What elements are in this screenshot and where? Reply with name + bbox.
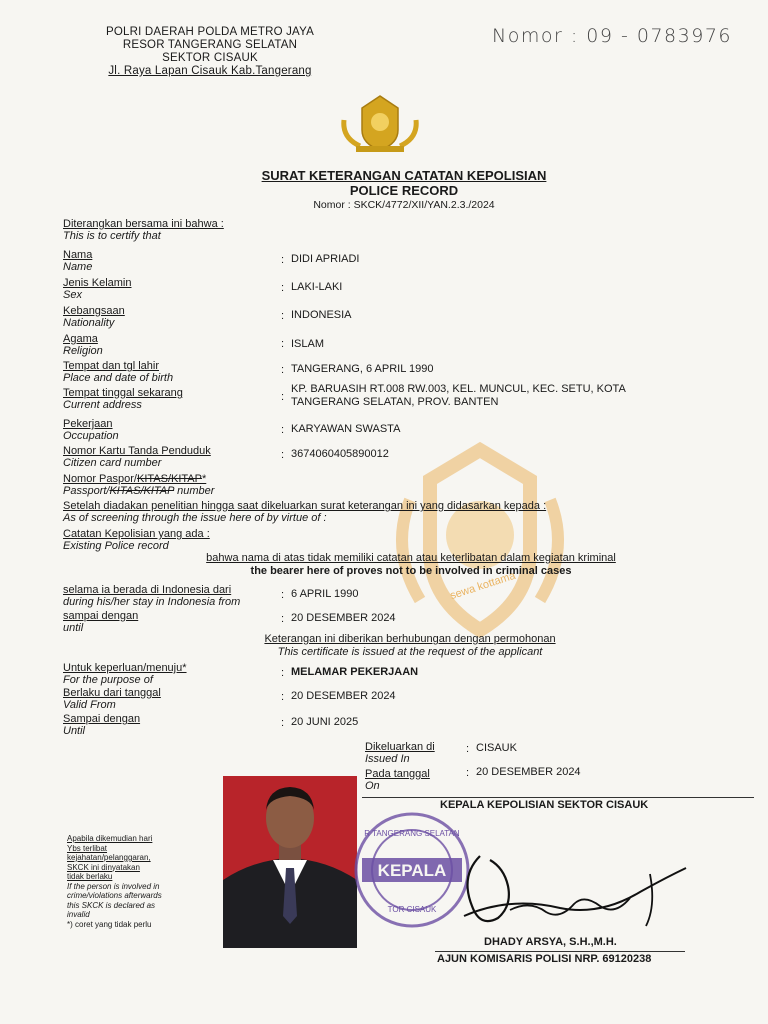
document-title: SURAT KETERANGAN CATATAN KEPOLISIAN xyxy=(261,168,547,183)
existing-record-label: Catatan Kepolisian yang ada : Existing Police record xyxy=(63,528,210,552)
occupation-label: Pekerjaan Occupation xyxy=(63,418,119,442)
signer-rank: AJUN KOMISARIS POLISI NRP. 69120238 xyxy=(437,953,652,965)
issued-on-value: 20 DESEMBER 2024 xyxy=(476,766,581,778)
request-statement: Keterangan ini diberikan berhubungan dengan permohonan This certificate is issued at the request of the applicant xyxy=(264,633,556,658)
nationality-label: Kebangsaan Nationality xyxy=(63,305,125,329)
address-label: Tempat tinggal sekarang Current address xyxy=(63,387,183,411)
birth-value: TANGERANG, 6 APRIL 1990 xyxy=(291,363,434,375)
document-title-en: POLICE RECORD xyxy=(349,183,459,198)
police-record-document: sewa kottama POLRI DAERAH POLDA METRO JAYA RESOR TANGERANG SELATAN SEKTOR CISAUK Jl. Raya Lapan Cisauk Kab.Tangerang Nomor : 09 - 0783976 SURAT KETERANGAN CATATAN KEPOLISIAN POLICE RECORD Nomor : SKCK/4772/XII/YAN.2.3./2024 Diterangkan bersama ini bahwa : This is to certify that Nama Name : DIDI APRIADI Jenis Kelamin Sex : LAKI-LAKI Kebangsaan Nationality : INDONESIA Agama Religion : ISLAM Tempat dan tgl lahir Place and date of birth : TANGERANG, 6 APRIL 1990 Tempat tinggal sekarang Current address : KP. BARUASIH RT.008 RW.003, KEL. MUNCUL, KEC. SETU, KOTA TANGERANG SELATAN, PROV. BANTEN Pekerjaan Occupation : KARYAWAN SWASTA Nomor Kartu Tanda Penduduk Citizen card number : 3674060405890012 Nomor Paspor/KITAS/KITAP* Passport/KITAS/KITAP number Setelah diadakan penelitian hingga saat dikeluarkan surat keterangan ini yang didasarkan kepada : As of screening through the issue here of by virtue of : Catatan Kepolisian yang ada : Existing Police record bahwa nama di atas tidak memiliki catatan atau keterlibatan dalam kegiatan kriminal the bearer here of proves not to be involved in criminal cases selama ia berada di Indonesia dari during his/her stay in Indonesia from : 6 APRIL 1990 sampai dengan until : 20 DESEMBER 2024 Keterangan ini diberikan berhubungan dengan permohonan This certificate is issued at the request of the applicant Untuk keperluan/menuju* For the purpose of : MELAMAR PEKERJAAN Berlaku dari tanggal Valid From : 20 DESEMBER 2024 Sampai dengan Until : 20 JUNI 2025 Dikeluarkan di Issued In : CISAUK Pada tanggal On : 20 DESEMBER 2024 KEPALA KEPOLISIAN SEKTOR CISAUK Apabila dikemudian hari Ybs terlibat kejahatan/pelanggaran, SKCK ini dinyatakan tidak berlaku If the person is involved in crime/violations afterwards this SKCK is declared as invalid *) coret yang tidak perlu KEPALA R TANGERANG SELATAN TOR CISAUK DHADY ARSYA, S.H.,M.H. AJUN KOMISARIS POLISI NRP. 69120238 xyxy=(0,0,768,1024)
issued-in-value: CISAUK xyxy=(476,742,517,754)
signature xyxy=(450,846,700,936)
religion-label: Agama Religion xyxy=(63,333,103,357)
authority-divider xyxy=(362,797,754,798)
screening-label: Setelah diadakan penelitian hingga saat dikeluarkan surat keterangan ini yang didasarkan kepada : As of screening through the issue here of by virtue of : xyxy=(63,500,547,524)
sex-label: Jenis Kelamin Sex xyxy=(63,277,132,301)
signer-name: DHADY ARSYA, S.H.,M.H. xyxy=(484,936,617,948)
valid-from-value: 20 DESEMBER 2024 xyxy=(291,690,396,702)
person-portrait-icon xyxy=(223,776,357,948)
stamp-ring-bottom: TOR CISAUK xyxy=(387,905,437,914)
issued-on-label: Pada tanggal On xyxy=(365,768,430,792)
police-emblem-icon xyxy=(338,92,422,154)
issued-in-label: Dikeluarkan di Issued In xyxy=(365,741,435,765)
watermark-emblem xyxy=(380,440,580,640)
stamp-ring-top: R TANGERANG SELATAN xyxy=(364,829,460,838)
stay-until-value: 20 DESEMBER 2024 xyxy=(291,612,396,624)
intro-label: Diterangkan bersama ini bahwa : This is to certify that xyxy=(63,218,224,242)
purpose-label: Untuk keperluan/menuju* For the purpose of xyxy=(63,662,187,686)
name-label: Nama Name xyxy=(63,249,93,273)
watermark-text: sewa kottama xyxy=(448,569,517,603)
header-address: Jl. Raya Lapan Cisauk Kab.Tangerang xyxy=(108,65,312,77)
validity-notes: Apabila dikemudian hari Ybs terlibat kejahatan/pelanggaran, SKCK ini dinyatakan tidak berlaku If the person is involved in crime/violations afterwards this SKCK is declared as invalid *) coret yang tidak perlu xyxy=(67,834,162,929)
valid-from-label: Berlaku dari tanggal Valid From xyxy=(63,687,161,711)
signer-divider xyxy=(435,951,685,952)
applicant-photo xyxy=(223,776,357,948)
valid-until-label: Sampai dengan Until xyxy=(63,713,141,737)
clean-record-statement: bahwa nama di atas tidak memiliki catatan atau keterlibatan dalam kegiatan kriminal the bearer here of proves not to be involved in criminal cases xyxy=(206,552,616,577)
stay-from-value: 6 APRIL 1990 xyxy=(291,588,359,600)
stamp-center-text: KEPALA xyxy=(377,861,447,880)
occupation-value: KARYAWAN SWASTA xyxy=(291,423,401,435)
document-number: Nomor : SKCK/4772/XII/YAN.2.3./2024 xyxy=(313,199,495,211)
id-card-label: Nomor Kartu Tanda Penduduk Citizen card number xyxy=(63,445,211,469)
header-line-2: RESOR TANGERANG SELATAN xyxy=(122,39,298,51)
header-line-3: SEKTOR CISAUK xyxy=(162,52,258,64)
authority-title: KEPALA KEPOLISIAN SEKTOR CISAUK xyxy=(440,799,649,811)
header-line-1: POLRI DAERAH POLDA METRO JAYA xyxy=(106,26,314,38)
passport-label: Nomor Paspor/KITAS/KITAP* Passport/KITAS/KITAP number xyxy=(63,473,215,497)
birth-label: Tempat dan tgl lahir Place and date of birth xyxy=(63,360,174,384)
name-value: DIDI APRIADI xyxy=(291,253,360,265)
document-serial: Nomor : 09 - 0783976 xyxy=(492,25,732,47)
address-value: KP. BARUASIH RT.008 RW.003, KEL. MUNCUL, KEC. SETU, KOTA TANGERANG SELATAN, PROV. BANTEN xyxy=(291,383,626,408)
purpose-value: MELAMAR PEKERJAAN xyxy=(291,666,419,678)
valid-until-value: 20 JUNI 2025 xyxy=(291,716,359,728)
sex-value: LAKI-LAKI xyxy=(291,281,343,293)
id-card-value: 3674060405890012 xyxy=(291,448,389,460)
religion-value: ISLAM xyxy=(291,338,325,350)
stay-from-label: selama ia berada di Indonesia dari during his/her stay in Indonesia from xyxy=(63,584,241,608)
stay-until-label: sampai dengan until xyxy=(63,610,139,634)
nationality-value: INDONESIA xyxy=(291,309,352,321)
issuing-office-header xyxy=(70,26,350,78)
